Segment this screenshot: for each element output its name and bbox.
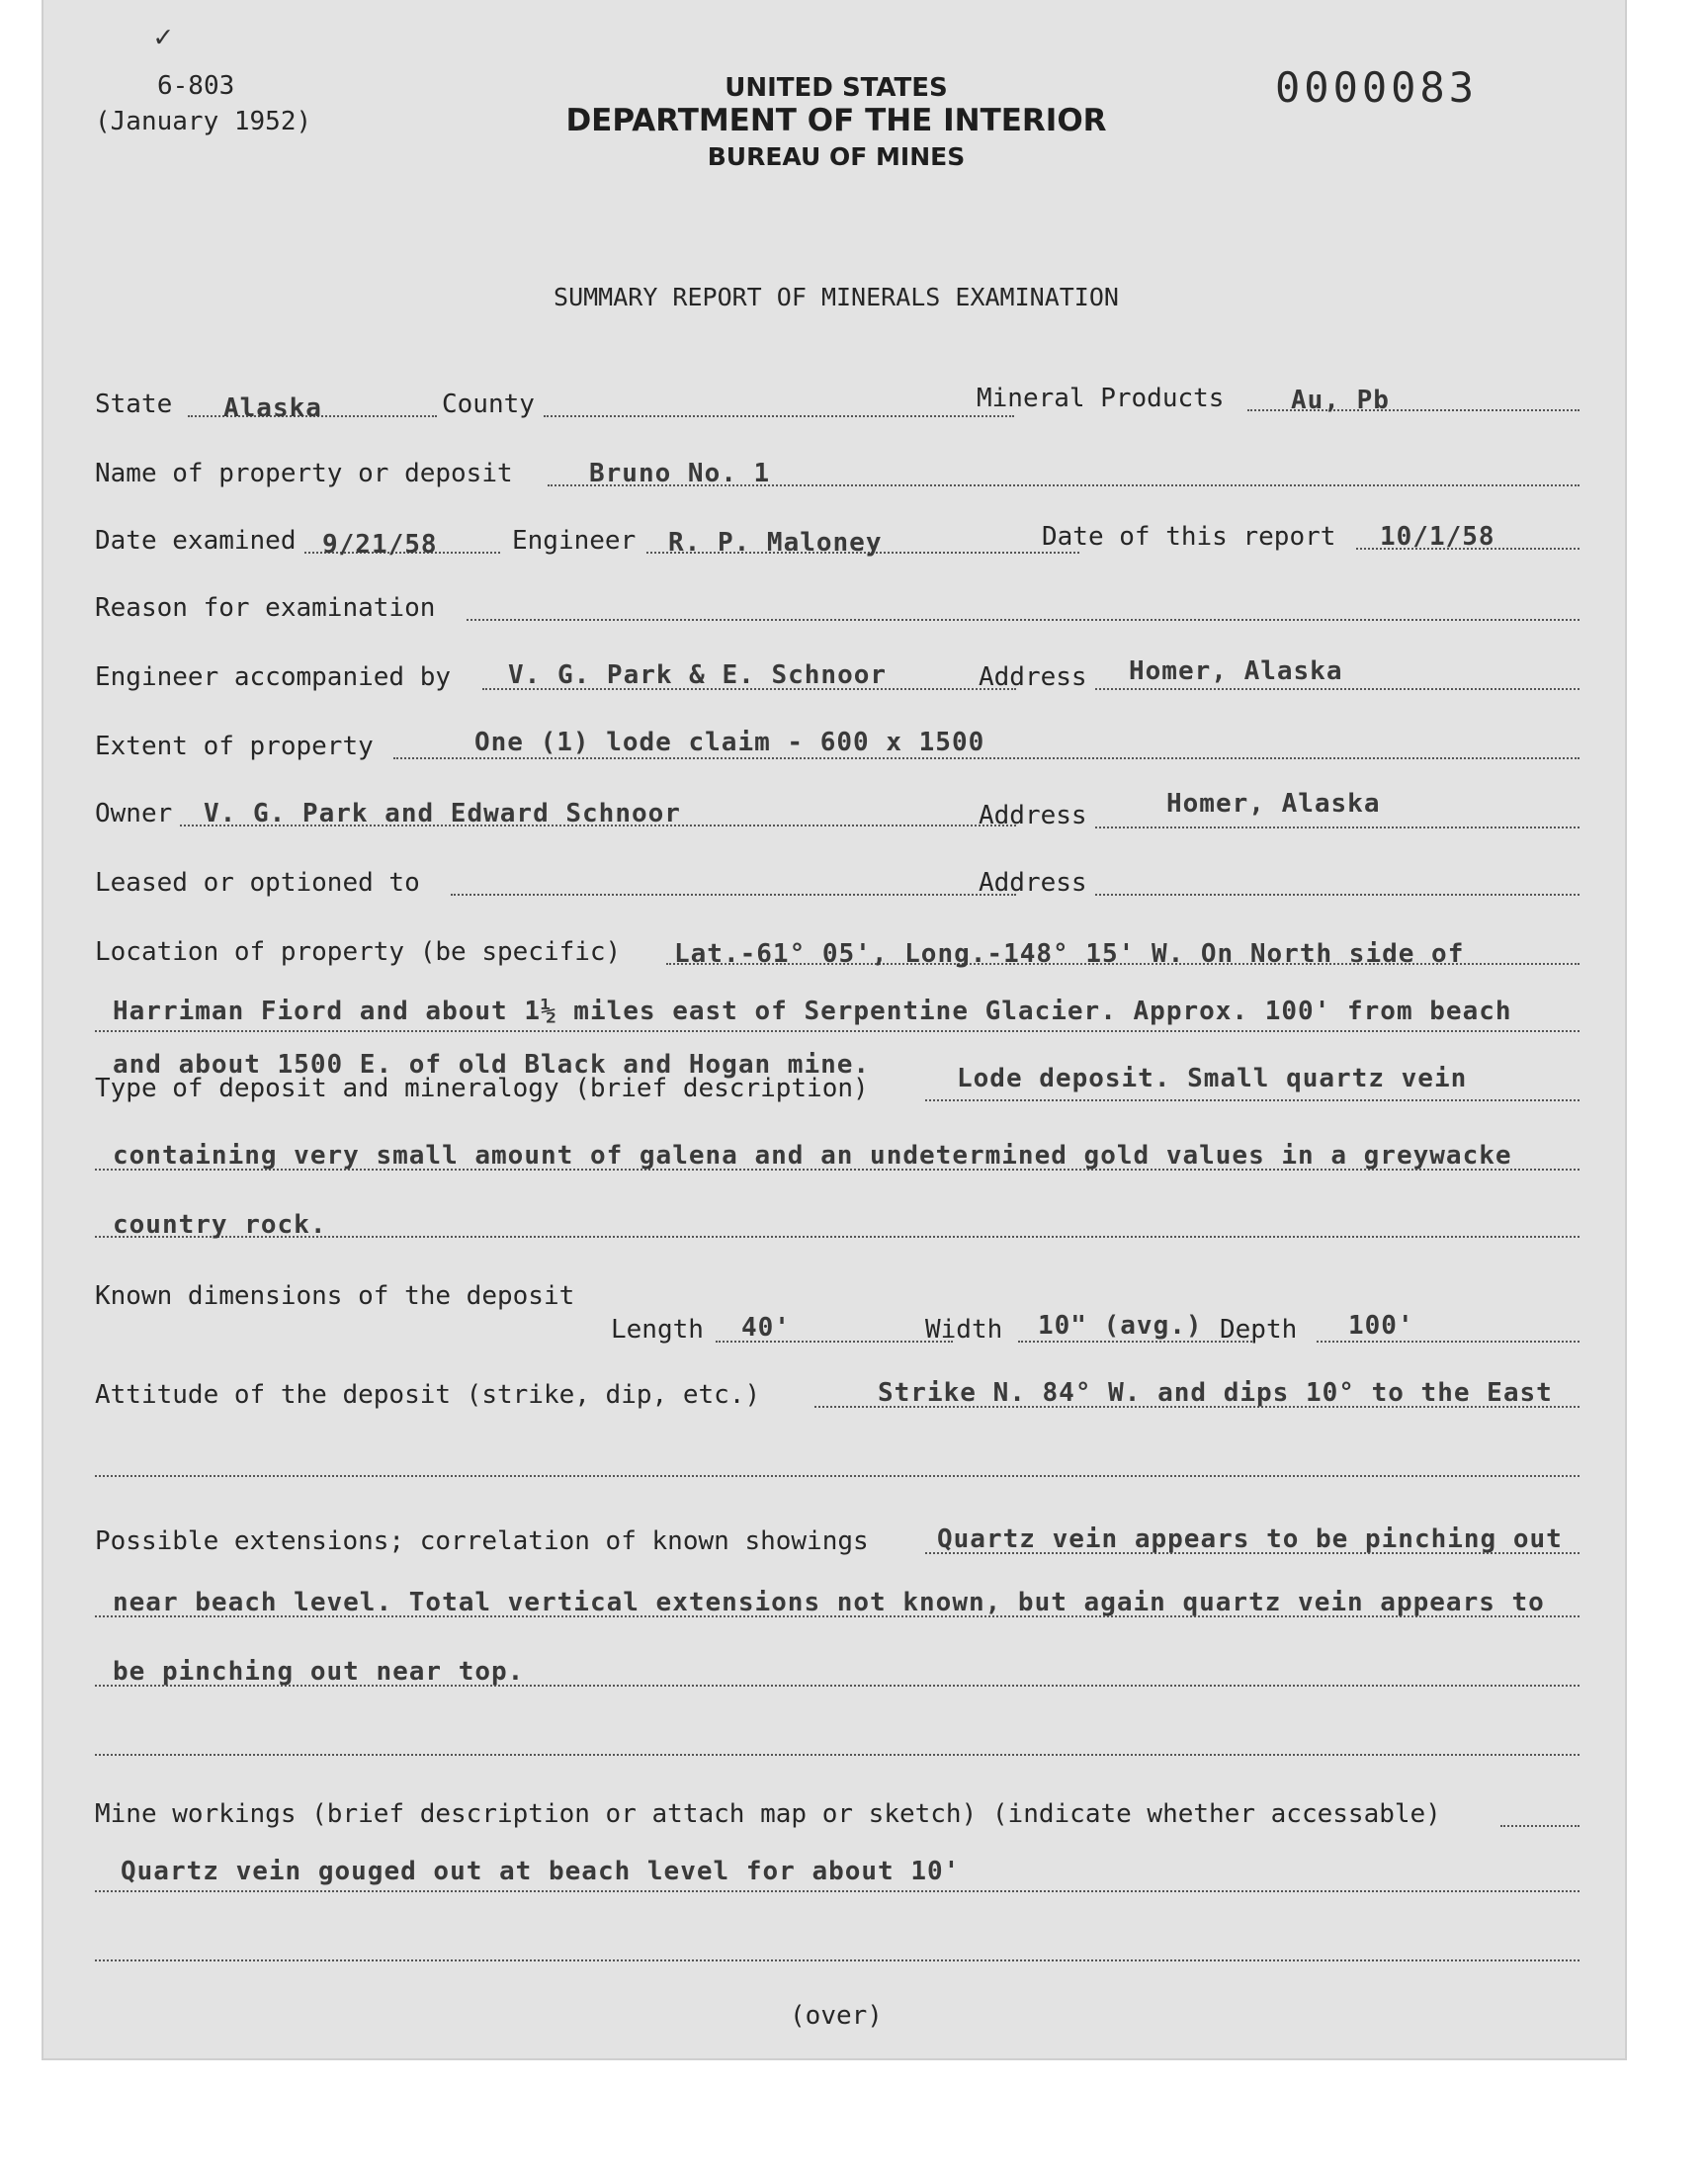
- deposit-type-line-3[interactable]: country rock.: [113, 1210, 327, 1240]
- owner-address-value[interactable]: Homer, Alaska: [1166, 789, 1381, 819]
- deposit-type-line-2[interactable]: containing very small amount of galena and an undetermined gold values in a greywacke: [113, 1141, 1512, 1171]
- location-line-3[interactable]: and about 1500 E. of old Black and Hogan mine.: [113, 1050, 871, 1080]
- state-value[interactable]: Alaska: [223, 393, 322, 423]
- extensions-line-2[interactable]: near beach level. Total vertical extensions not known, but again quartz vein appears to: [113, 1588, 1545, 1617]
- property-name-value[interactable]: Bruno No. 1: [589, 459, 771, 488]
- extent-value[interactable]: One (1) lode claim - 600 x 1500: [474, 728, 985, 757]
- dimensions-label: Known dimensions of the deposit: [95, 1281, 575, 1311]
- location-label: Location of property (be specific): [95, 937, 622, 967]
- header-united-states: UNITED STATES: [725, 73, 948, 103]
- engineer-value[interactable]: R. P. Maloney: [668, 528, 883, 558]
- over-note: (over): [790, 2001, 883, 2031]
- location-line-1[interactable]: Lat.-61° 05', Long.-148° 15' W. On North side of: [674, 939, 1465, 969]
- header-bureau: BUREAU OF MINES: [707, 142, 966, 171]
- county-label: County: [442, 390, 535, 419]
- width-label: Width: [925, 1315, 1003, 1345]
- extensions-label: Possible extensions; correlation of known showings: [95, 1526, 869, 1556]
- form-date: (January 1952): [95, 107, 312, 136]
- length-value[interactable]: 40': [741, 1313, 791, 1343]
- check-mark-icon: ✓: [154, 20, 173, 54]
- attitude-label: Attitude of the deposit (strike, dip, etc.): [95, 1380, 761, 1410]
- mineral-products-value[interactable]: Au, Pb: [1291, 386, 1390, 415]
- date-examined-label: Date examined: [95, 526, 297, 556]
- header-department: DEPARTMENT OF THE INTERIOR: [565, 103, 1107, 138]
- attitude-line-1[interactable]: Strike N. 84° W. and dips 10° to the East: [878, 1378, 1553, 1408]
- workings-label: Mine workings (brief description or attach map or sketch) (indicate whether accessable): [95, 1799, 1441, 1829]
- report-date-value[interactable]: 10/1/58: [1380, 522, 1495, 552]
- accompanied-by-label: Engineer accompanied by: [95, 662, 452, 692]
- date-examined-value[interactable]: 9/21/58: [322, 530, 438, 560]
- extent-label: Extent of property: [95, 732, 374, 761]
- location-line-2[interactable]: Harriman Fiord and about 1½ miles east of Serpentine Glacier. Approx. 100' from beach: [113, 997, 1512, 1026]
- owner-label: Owner: [95, 799, 173, 828]
- workings-line-1[interactable]: Quartz vein gouged out at beach level for about 10': [121, 1857, 961, 1886]
- reason-label: Reason for examination: [95, 593, 436, 623]
- accompanied-by-value[interactable]: V. G. Park & E. Schnoor: [508, 660, 888, 690]
- report-title: SUMMARY REPORT OF MINERALS EXAMINATION: [554, 283, 1119, 311]
- form-number: 6-803: [157, 71, 235, 101]
- state-label: State: [95, 390, 173, 419]
- length-label: Length: [611, 1315, 704, 1345]
- owner-value[interactable]: V. G. Park and Edward Schnoor: [204, 799, 681, 828]
- serial-number: 0000083: [1275, 63, 1479, 112]
- extensions-line-1[interactable]: Quartz vein appears to be pinching out: [937, 1524, 1563, 1554]
- depth-label: Depth: [1220, 1315, 1298, 1345]
- mineral-products-label: Mineral Products: [977, 384, 1225, 413]
- deposit-type-line-1[interactable]: Lode deposit. Small quartz vein: [957, 1064, 1468, 1093]
- property-name-label: Name of property or deposit: [95, 459, 513, 488]
- report-form-sheet: [42, 0, 1627, 2060]
- leased-address-label: Address: [979, 868, 1087, 898]
- extensions-line-3[interactable]: be pinching out near top.: [113, 1657, 525, 1687]
- depth-value[interactable]: 100': [1348, 1311, 1414, 1341]
- report-date-label: Date of this report: [1042, 522, 1336, 552]
- deposit-type-label: Type of deposit and mineralogy (brief description): [95, 1074, 869, 1103]
- accompanied-address-label: Address: [979, 662, 1087, 692]
- leased-to-label: Leased or optioned to: [95, 868, 420, 898]
- accompanied-address-value[interactable]: Homer, Alaska: [1129, 656, 1343, 686]
- owner-address-label: Address: [979, 801, 1087, 830]
- width-value[interactable]: 10" (avg.): [1038, 1311, 1203, 1341]
- engineer-label: Engineer: [512, 526, 637, 556]
